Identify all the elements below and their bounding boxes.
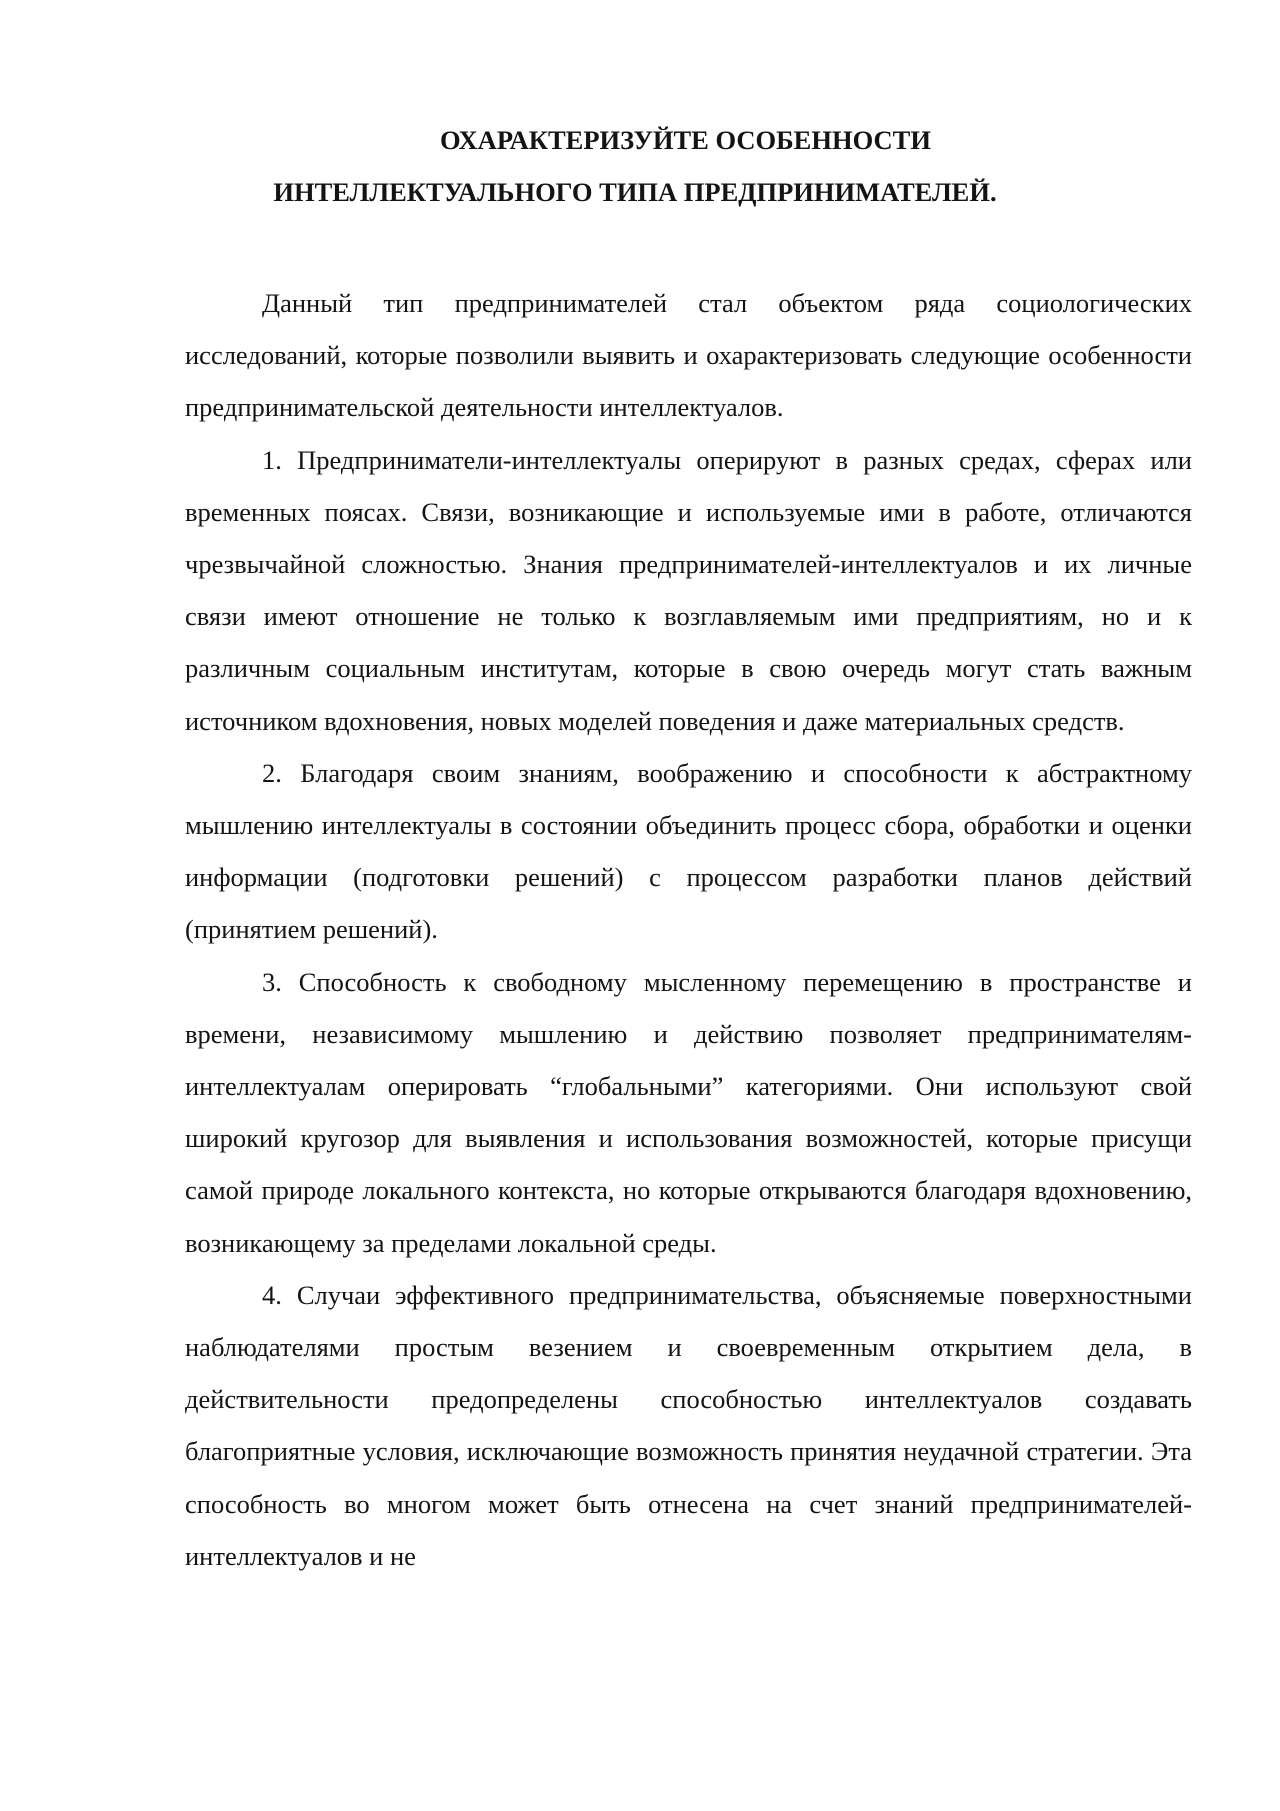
paragraph-intro: Данный тип предпринимателей стал объектом ряда социологических исследований, которые позволили выявить и охарактеризовать следующие особенности предпринимательской деятельности интеллектуалов. <box>185 288 1192 423</box>
paragraph-item-3: 3. Способность к свободному мысленному перемещению в пространстве и времени, независимому мышлению и действию позволяет предпринимателям-интеллектуалам оперировать “глобальными” категориями. Они используют свой широкий кругозор для выявления и использования возможностей, которые присущи самой природе локального контекста, но которые открываются благодаря вдохновению, возникающему за пределами локальной среды. <box>185 966 1192 1258</box>
title-line-1: ОХАРАКТЕРИЗУЙТЕ ОСОБЕННОСТИ <box>440 125 931 155</box>
paragraph-item-1: 1. Предприниматели-интеллектуалы оперируют в разных средах, сферах или временных поясах. Связи, возникающие и используемые ими в работе, отличаются чрезвычайной сложностью. Знания предпринимателей-интеллектуалов и их личные связи имеют отношение не только к возглавляемым ими предприятиям, но и к различным социальным институтам, которые в свою очередь могут стать важным источником вдохновения, новых моделей поведения и даже материальных средств. <box>185 444 1192 736</box>
paragraph-item-2: 2. Благодаря своим знаниям, воображению и способности к абстрактному мышлению интеллектуалы в состоянии объединить процесс сбора, обработки и оценки информации (подготовки решений) с процессом разработки планов действий (принятием решений). <box>185 757 1192 945</box>
body-text <box>185 277 1192 1582</box>
title-line-2: ИНТЕЛЛЕКТУАЛЬНОГО ТИПА ПРЕДПРИНИМАТЕЛЕЙ. <box>273 177 997 207</box>
paragraph-item-4: 4. Случаи эффективного предпринимательства, объясняемые поверхностными наблюдателями простым везением и своевременным открытием дела, в действительности предопределены способностью интеллектуалов создавать благоприятные условия, исключающие возможность принятия неудачной стратегии. Эта способность во многом может быть отнесена на счет знаний предпринимателей-интеллектуалов и не <box>185 1279 1192 1571</box>
